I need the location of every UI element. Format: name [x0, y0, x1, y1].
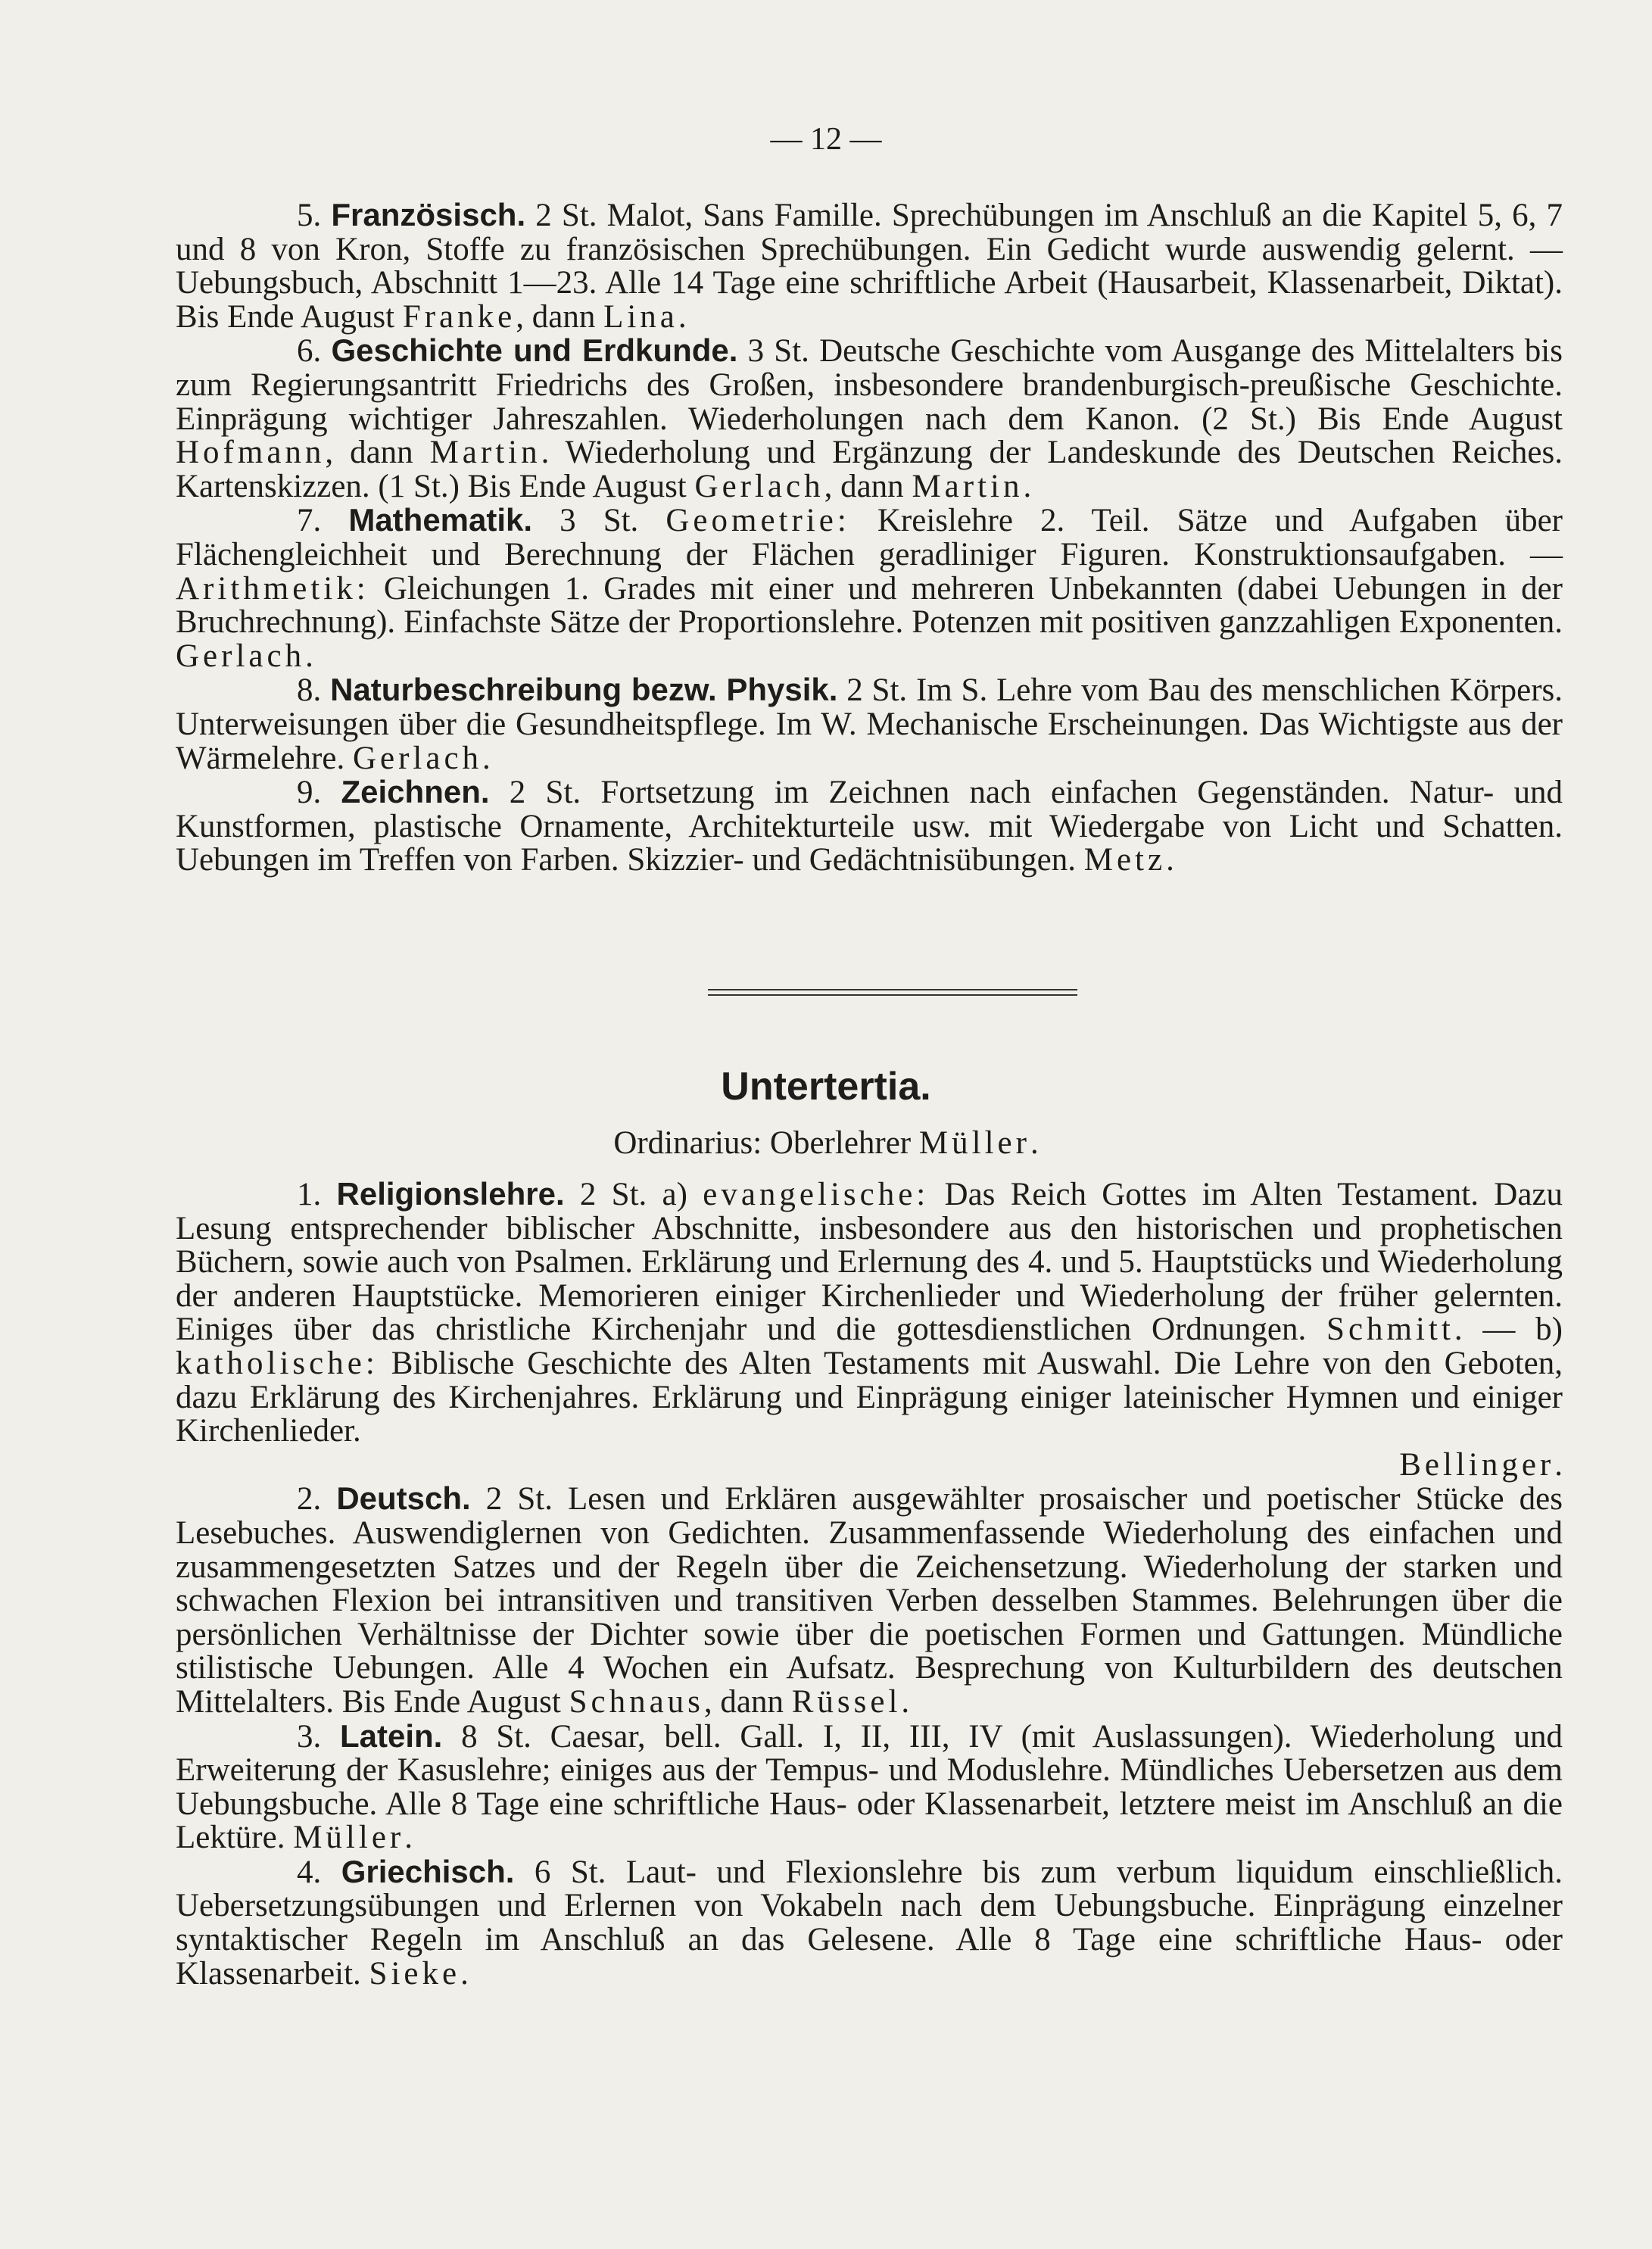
body-text: 2 St. a) [564, 1177, 703, 1212]
body-text: . [482, 740, 491, 776]
item-number: 5. [297, 198, 322, 233]
body-text: 3 St. [532, 503, 666, 539]
paragraph-franzoesisch [176, 198, 1563, 334]
body-text: . [404, 1820, 413, 1856]
body-text: . [460, 1955, 469, 1992]
body-text: . [1023, 468, 1032, 504]
teacher-name: Gerlach [352, 740, 483, 776]
body-text: 2 St. Malot, Sans Famille. Sprechübungen im Anschluß an die Kapitel 5, 6, 7 und 8 von Kron, Stoffe zu französischen Sprechübungen. Ein Gedicht wurde auswendig gelernt. — Uebungsbuch, Abschnitt 1—23. Alle 14 Tage eine schriftliche Arbeit (Hausarbeit, Klassenarbeit, Diktat). Bis Ende August [176, 198, 1563, 335]
item-number: 9. [297, 775, 322, 811]
spaced-subheading: evangelische: [703, 1177, 930, 1212]
subject-heading: Geschichte und Erdkunde. [331, 332, 738, 369]
body-text: 2 St. Im S. Lehre vom Bau des menschlichen Körpers. Unterweisungen über die Gesundheitspflege. Im W. Mechanische Erscheinungen. Das Wichtigste aus der Wärmelehre. [176, 672, 1563, 776]
subject-heading: Religionslehre. [336, 1176, 565, 1212]
subject-heading: Zeichnen. [341, 774, 490, 810]
body-text: . [1554, 1446, 1563, 1483]
paragraph-mathematik [176, 504, 1563, 673]
subject-heading: Mathematik. [348, 502, 533, 538]
paragraph-religionslehre [176, 1178, 1563, 1449]
paragraph-zeichnen [176, 775, 1563, 878]
body-text: . Wiederholung und Ergänzung der Landeskunde des Deutschen Reiches. Kartenskizzen. (1 St.) Bis Ende August [176, 435, 1563, 504]
item-number: 2. [297, 1481, 322, 1518]
body-text: . [305, 638, 313, 674]
body-text: 2 St. Lesen und Erklären ausgewählter prosaischer und poetischer Stücke des Lesebuches. Auswendiglernen von Gedichten. Zusammenfassende Wiederholung des einfachen und zusammengesetzten Satzes und der Regeln über die Zeichensetzung. Wiederholung der starken und schwachen Flexion bei intransitiven und transitiven Verben desselben Stammes. Belehrungen über die persönlichen Verhältnisse der Dichter sowie über die poetischen Formen und Gattungen. Mündliche stilistische Uebungen. Alle 4 Wochen ein Aufsatz. Besprechung von Kulturbildern des deutschen Mittelalters. Bis Ende August [176, 1481, 1563, 1720]
subject-heading: Französisch. [331, 197, 526, 232]
body-text: 2 St. Fortsetzung im Zeichnen nach einfachen Gegenständen. Natur- und Kunstformen, plastische Ornamente, Architekturteile usw. mit Wiedergabe von Licht und Schatten. Uebungen im Treffen von Farben. Skizzier- und Gedächtnisübungen. [176, 775, 1563, 878]
signature-line [176, 1446, 1563, 1483]
teacher-name: Lina [603, 298, 678, 335]
teacher-name: Schmitt [1326, 1312, 1454, 1348]
subject-heading: Naturbeschreibung bezw. Physik. [330, 672, 838, 708]
spaced-subheading: Geometrie: [665, 503, 850, 539]
body-text: . [1166, 842, 1174, 878]
body-text: Biblische Geschichte des Alten Testaments mit Auswahl. Die Lehre von den Geboten, dazu Erklärung des Kirchenjahres. Erklärung und Einprägung einiger lateinischer Hymnen und einiger Kirchenlieder. [176, 1345, 1563, 1449]
section-title: Untertertia. [721, 1065, 931, 1109]
subject-heading: Latein. [339, 1717, 443, 1754]
paragraph-naturbeschreibung [176, 673, 1563, 775]
teacher-name: Bellinger [1399, 1446, 1555, 1483]
paragraph-griechisch [176, 1855, 1563, 1991]
teacher-name: Franke [402, 298, 516, 335]
teacher-name: Hofmann [176, 435, 326, 471]
spaced-subheading: katholische: [176, 1345, 379, 1381]
section-divider [708, 989, 1077, 996]
body-text: , dann [325, 435, 430, 471]
body-text: . [678, 298, 687, 335]
teacher-name: Metz [1083, 842, 1167, 878]
body-text: , dann [516, 298, 604, 335]
body-text: 6 St. Laut- und Flexionslehre bis zum verbum liquidum einschließlich. Uebersetzungsübungen und Erlernen von Vokabeln nach dem Uebungsbuche. Einprägung einzelner syntaktischer Regeln im Anschluß an das Gelesene. Alle 8 Tage eine schriftliche Haus- oder Klassenarbeit. [176, 1854, 1563, 1992]
body-text: Das Reich Gottes im Alten Testament. Dazu Lesung entsprechender biblischer Abschnitte, insbesondere aus den historischen und prophetischen Büchern, sowie auch von Psalmen. Erklärung und Erlernung des 4. und 5. Hauptstücks und Wiederholung der anderen Hauptstücke. Memorieren einiger Kirchenlieder und Wiederholung der früher gelernten. Einiges über das christliche Kirchenjahr und die gottesdienstlichen Ordnungen. [176, 1177, 1563, 1348]
teacher-name: Schnaus [569, 1683, 704, 1720]
item-number: 1. [297, 1177, 322, 1212]
body-text: . [901, 1683, 910, 1720]
item-number: 7. [297, 503, 322, 539]
body-text: . — b) [1454, 1312, 1563, 1348]
paragraph-latein [176, 1717, 1563, 1856]
paragraph-deutsch [176, 1482, 1563, 1719]
ordinarius-line [0, 1124, 1652, 1162]
subject-heading: Griechisch. [341, 1853, 515, 1889]
body-text: , dann [824, 468, 912, 504]
teacher-name: Martin [429, 435, 541, 471]
body-text: 3 St. Deutsche Geschichte vom Ausgange des Mittelalters bis zum Regierungsantritt Friedrichs des Großen, insbesondere brandenburgisch-preußische Geschichte. Einprägung wichtiger Jahreszahlen. Wiederholungen nach dem Kanon. (2 St.) Bis Ende August [176, 333, 1563, 437]
subject-heading: Deutsch. [336, 1480, 471, 1517]
spaced-subheading: Arithmetik: [176, 570, 369, 607]
item-number: 4. [297, 1854, 322, 1890]
ordinarius-label: Ordinarius: Oberlehrer [613, 1125, 919, 1161]
body-text: . [1030, 1125, 1039, 1161]
teacher-name: Rüssel [791, 1683, 902, 1720]
teacher-name: Müller [918, 1125, 1030, 1161]
body-text: Gleichungen 1. Grades mit einer und mehreren Unbekannten (dabei Uebungen in der Bruchrechnung). Einfachste Sätze der Proportionslehre. Potenzen mit positiven ganzzahligen Exponenten. [176, 570, 1563, 641]
upper-sections [176, 198, 1563, 878]
teacher-name: Sieke [369, 1955, 461, 1992]
body-text: Kreislehre 2. Teil. Sätze und Aufgaben über Flächengleichheit und Berechnung der Flächen geradliniger Figuren. Konstruktionsaufgaben. — [176, 503, 1563, 572]
paragraph-geschichte [176, 334, 1563, 504]
body-text: 8 St. Caesar, bell. Gall. I, II, III, IV (mit Auslassungen). Wiederholung und Erweiterung der Kasuslehre; einiges aus der Tempus- und Moduslehre. Mündliches Uebersetzen aus dem Uebungsbuche. Alle 8 Tage eine schriftliche Haus- oder Klassenarbeit, letztere meist im Anschluß an die Lektüre. [176, 1718, 1563, 1856]
page-number: — 12 — [770, 122, 882, 157]
item-number: 8. [297, 672, 322, 709]
teacher-name: Martin [912, 468, 1024, 504]
teacher-name: Gerlach [176, 638, 306, 674]
teacher-name: Gerlach [694, 468, 824, 504]
untertertia-sections [176, 1178, 1563, 1991]
item-number: 6. [297, 333, 322, 370]
item-number: 3. [297, 1718, 322, 1755]
body-text: , dann [703, 1683, 792, 1720]
teacher-name: Müller [293, 1820, 405, 1856]
